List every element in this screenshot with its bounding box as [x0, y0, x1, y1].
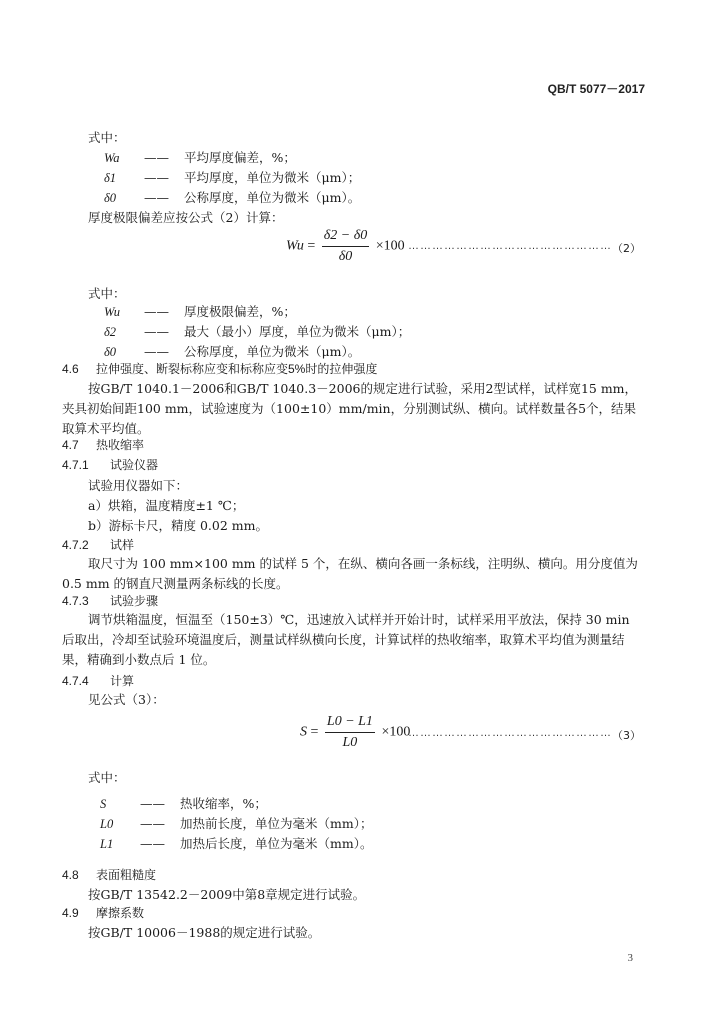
symbol-desc: 公称厚度，单位为微米（μm）。 — [184, 344, 361, 359]
formula-lhs: S — [300, 724, 307, 740]
symbol: L1 — [100, 837, 114, 851]
section-title: 热收缩率 — [96, 438, 145, 452]
symbol-row — [100, 814, 372, 832]
symbol-desc: 热收缩率，%； — [180, 796, 267, 811]
symbol-row — [104, 168, 360, 186]
symbol-desc: 公称厚度，单位为微米（μm）。 — [184, 190, 361, 205]
section-number: 4.7.3 — [62, 594, 89, 608]
dash: —— — [144, 344, 169, 359]
section-heading-4-6 — [62, 360, 377, 377]
symbol: δ1 — [104, 171, 117, 185]
section-title: 试样 — [110, 538, 135, 552]
formula-2: Wu = $\frac{\delta 2 - \delta 0}{\delta 0}$ ×100 — [286, 228, 405, 264]
section-number: 4.7.4 — [62, 674, 89, 688]
section-number: 4.6 — [62, 362, 79, 376]
symbol-row — [104, 322, 410, 340]
section-title: 试验步骤 — [110, 594, 159, 608]
symbol-desc: 平均厚度偏差，%； — [184, 150, 296, 165]
section-4-7-1-body: 试验用仪器如下： — [88, 478, 189, 493]
section-number: 4.7 — [62, 438, 79, 452]
dash: —— — [144, 170, 169, 185]
page-number: 3 — [627, 952, 633, 964]
symbol: δ0 — [104, 345, 117, 359]
symbol: L0 — [100, 817, 114, 831]
symbol-desc: 加热后长度，单位为毫米（mm）。 — [180, 836, 373, 851]
symbol-row — [100, 794, 267, 812]
numerator: δ2 − δ0 — [322, 228, 369, 247]
section-title: 试验仪器 — [110, 458, 159, 472]
dot-leader: …………………………………………… — [408, 240, 612, 252]
section-4-8-body: 按GB/T 13542.2－2009中第8章规定进行试验。 — [88, 887, 366, 902]
dash: —— — [144, 304, 169, 319]
formula-2-where: 式中： — [88, 286, 126, 301]
symbol-row — [104, 342, 360, 360]
section-4-7-3-body: 调节烘箱温度，恒温至（150±3）℃，迅速放入试样并开始计时，试样采用平放法，保持 30 min 后取出，冷却至试验环境温度后，测量试样纵横向长度，计算试样的热收缩率，取算术平均值为测量结果，精确到小数点后 1 位。 — [62, 612, 630, 667]
equation-number: （2） — [612, 242, 641, 255]
section-4-9-body: 按GB/T 10006－1988的规定进行试验。 — [88, 925, 321, 940]
section-number: 4.7.2 — [62, 538, 89, 552]
equation-number: （3） — [612, 729, 641, 742]
denominator: L0 — [342, 735, 358, 750]
dot-leader: …………………………………………… — [408, 727, 612, 739]
list-item: a）烘箱，温度精度±1 ℃； — [88, 498, 245, 513]
symbol: Wa — [104, 151, 120, 165]
symbol-desc: 平均厚度，单位为微米（μm）； — [184, 170, 361, 185]
symbol-row — [104, 148, 296, 166]
fraction — [322, 228, 369, 265]
symbol: δ2 — [104, 325, 117, 339]
symbol: Wu — [104, 305, 120, 319]
formula-3: S = $\frac{L0 - L1}{L0}$ ×100 — [300, 714, 411, 750]
section-4-7-2-body: 取尺寸为 100 mm×100 mm 的试样 5 个，在纵、横向各画一条标线，注明纵、横向。用分度值为 0.5 mm 的钢直尺测量两条标线的长度。 — [62, 556, 638, 591]
formula-tail: ×100 — [381, 724, 411, 740]
dash: —— — [144, 324, 169, 339]
formula-lhs: Wu — [286, 238, 304, 254]
symbol-row — [104, 188, 360, 206]
dash: —— — [144, 150, 169, 165]
symbol-desc: 最大（最小）厚度，单位为微米（μm）； — [184, 324, 411, 339]
symbol-row — [104, 302, 296, 320]
section-heading-4-7-2 — [62, 536, 134, 553]
formula-3-where: 式中： — [88, 770, 126, 785]
section-number: 4.8 — [62, 868, 79, 882]
section-number: 4.7.1 — [62, 458, 89, 472]
denominator: δ0 — [338, 249, 353, 264]
section-heading-4-7-4 — [62, 672, 134, 689]
section-heading-4-9 — [62, 904, 144, 921]
section-title: 拉伸强度、断裂标称应变和标称应变5%时的拉伸强度 — [96, 362, 378, 376]
numerator: L0 − L1 — [325, 714, 375, 733]
section-number: 4.9 — [62, 906, 79, 920]
formula-tail: ×100 — [375, 238, 405, 254]
section-4-6-body: 按GB/T 1040.1－2006和GB/T 1040.3－2006的规定进行试验，采用2型试样，试样宽15 mm，夹具初始间距100 mm，试验速度为（100±10）mm/min，分别测试纵、横向。试样数量各5个，结果取算术平均值。 — [62, 381, 638, 436]
dash: —— — [140, 796, 165, 811]
list-item: b）游标卡尺，精度 0.02 mm。 — [88, 518, 268, 533]
dash: —— — [140, 836, 165, 851]
section-heading-4-7-1 — [62, 456, 158, 473]
symbol-row — [100, 834, 372, 852]
symbol: δ0 — [104, 191, 117, 205]
section-heading-4-7-3 — [62, 592, 158, 609]
formula-1-where: 式中： — [88, 130, 126, 145]
dash: —— — [140, 816, 165, 831]
section-heading-4-8 — [62, 866, 156, 883]
section-title: 计算 — [110, 674, 135, 688]
symbol-desc: 加热前长度，单位为毫米（mm）； — [180, 816, 373, 831]
section-4-7-4-body: 见公式（3）： — [88, 692, 165, 707]
section-title: 表面粗糙度 — [96, 868, 157, 882]
dash: —— — [144, 190, 169, 205]
section-title: 摩擦系数 — [96, 906, 145, 920]
formula-2-intro: 厚度极限偏差应按公式（2）计算： — [88, 210, 284, 225]
section-heading-4-7 — [62, 436, 144, 453]
fraction — [325, 714, 375, 751]
symbol: S — [100, 797, 107, 811]
symbol-desc: 厚度极限偏差，%； — [184, 304, 296, 319]
document-code: QB/T 5077－2017 — [547, 82, 645, 96]
